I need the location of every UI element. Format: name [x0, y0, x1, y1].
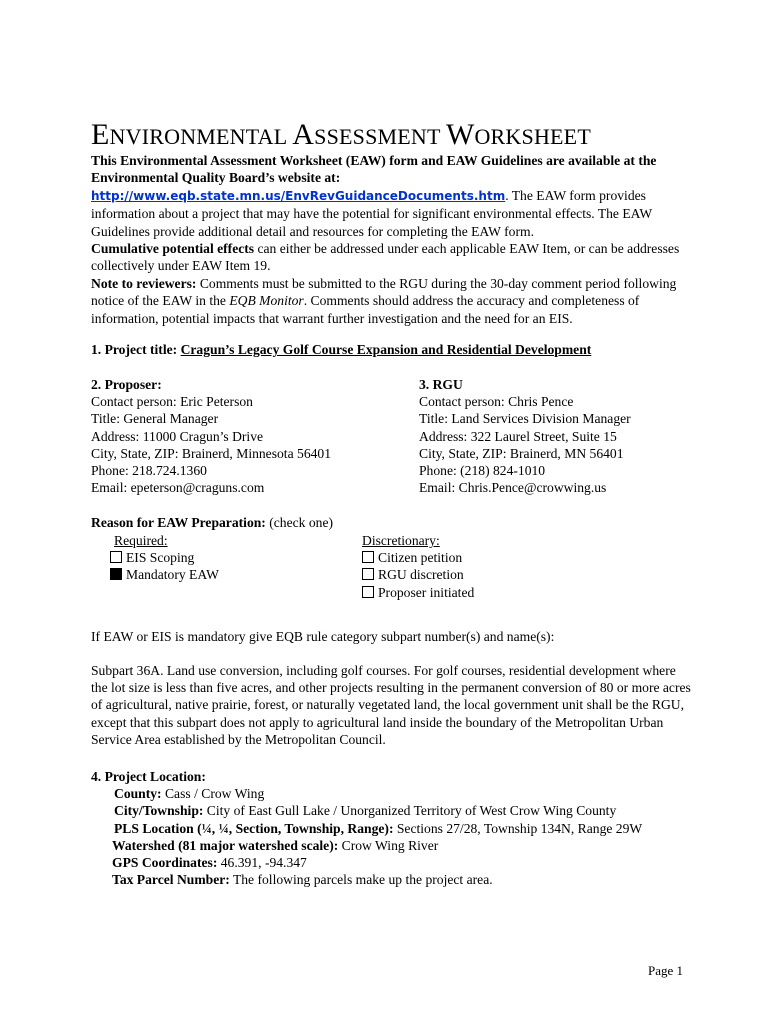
tax-parcel-value: The following parcels make up the project area.: [229, 872, 493, 888]
proposer-email: Email: epeterson@craguns.com: [91, 480, 265, 496]
watershed-row: [91, 837, 642, 854]
gps-row: [91, 854, 642, 871]
title-word-assessment: SSESSMENT: [314, 124, 446, 149]
rgu-block: [419, 376, 631, 496]
cumulative-label: Cumulative potential effects: [91, 241, 255, 257]
intro-paragraph: [91, 152, 691, 240]
proposer-block: [91, 376, 331, 496]
watershed-label: Watershed (81 major watershed scale):: [112, 837, 339, 853]
proposer-contact: Contact person: Eric Peterson: [91, 394, 253, 410]
tax-parcel-row: [91, 871, 642, 888]
city-township-label: City/Township:: [114, 803, 204, 819]
reason-heading: [91, 514, 333, 531]
pls-location-label: PLS Location (¼, ¼, Section, Township, Range):: [114, 820, 394, 836]
city-township-row: [91, 802, 642, 819]
option-mandatory-eaw[interactable]: [110, 566, 219, 583]
title-initial-w: W: [445, 118, 475, 151]
location-heading: 4. Project Location:: [91, 769, 206, 784]
proposer-address: Address: 11000 Cragun’s Drive: [91, 428, 264, 444]
title-initial-a: A: [292, 118, 315, 151]
citizen-petition-label: Citizen petition: [378, 550, 463, 566]
watershed-value: Crow Wing River: [338, 837, 439, 853]
rgu-heading: 3. RGU: [419, 377, 463, 392]
eis-scoping-checkbox[interactable]: [110, 551, 122, 563]
rgu-discretion-checkbox[interactable]: [362, 568, 374, 580]
required-label: Required:: [114, 533, 168, 548]
reviewer-note-label: Note to reviewers:: [91, 275, 197, 291]
city-township-value: City of East Gull Lake / Unorganized Territory of West Crow Wing County: [203, 803, 617, 819]
rgu-title: Title: Land Services Division Manager: [419, 411, 631, 427]
mandatory-eaw-checkbox[interactable]: [110, 568, 122, 580]
proposer-city: City, State, ZIP: Brainerd, Minnesota 56401: [91, 445, 332, 461]
rgu-phone: Phone: (218) 824-1010: [419, 462, 546, 478]
title-word-worksheet: ORKSHEET: [474, 124, 591, 149]
option-proposer-initiated[interactable]: [362, 584, 474, 601]
tax-parcel-label: Tax Parcel Number:: [112, 872, 230, 888]
pls-location-row: [91, 820, 642, 837]
citizen-petition-checkbox[interactable]: [362, 551, 374, 563]
county-label: County:: [114, 786, 162, 802]
subpart-36a-text: Subpart 36A. Land use conversion, including golf courses. For golf courses, residential development where the lot size is less than five acres, and other projects resulting in the permanent conversion of 80 or more acres of agricultural, native prairie, forest, or naturally vegetated land, the local government unit shall be the RGU, except that this subpart does not apply to agricultural land inside the boundary of the Metropolitan Urban Service Area established by the Metropolitan Council.: [91, 663, 691, 747]
title-word-environmental: NVIRONMENTAL: [109, 124, 293, 149]
intro-section: [91, 152, 691, 327]
discretionary-label: Discretionary:: [362, 533, 440, 548]
gps-value: 46.391, -94.347: [217, 854, 307, 870]
title-initial-e: E: [91, 118, 110, 151]
mandatory-category-question: If EAW or EIS is mandatory give EQB rule category subpart number(s) and name(s):: [91, 629, 555, 644]
project-title-value: Cragun’s Legacy Golf Course Expansion and Residential Development: [180, 342, 592, 357]
project-title-label: 1. Project title:: [91, 342, 181, 357]
rgu-city: City, State, ZIP: Brainerd, MN 56401: [419, 445, 624, 461]
page-number: Page 1: [648, 963, 684, 978]
county-row: [91, 785, 642, 802]
proposer-phone: Phone: 218.724.1360: [91, 462, 207, 478]
reviewer-note-text: Comments must be submitted to the RGU during the 30-day comment period following notice of the EAW in the: [91, 275, 677, 309]
option-rgu-discretion[interactable]: [362, 566, 474, 583]
cumulative-paragraph: [91, 240, 691, 275]
reason-label: Reason for EAW Preparation:: [91, 515, 266, 530]
project-title-row: [91, 341, 591, 358]
county-value: Cass / Crow Wing: [161, 786, 265, 802]
required-options: [110, 532, 219, 584]
discretionary-options: [362, 532, 474, 601]
proposer-title: Title: General Manager: [91, 411, 219, 427]
rgu-address: Address: 322 Laurel Street, Suite 15: [419, 428, 617, 444]
proposer-initiated-label: Proposer initiated: [378, 584, 475, 600]
option-citizen-petition[interactable]: [362, 549, 474, 566]
reviewer-note: [91, 275, 691, 327]
intro-description: . The EAW form provides information about a project that may have the potential for significant environmental effects. The EAW Guidelines provide additional detail and resources for completing the EAW form.: [91, 187, 652, 239]
proposer-initiated-checkbox[interactable]: [362, 586, 374, 598]
option-eis-scoping[interactable]: [110, 549, 219, 566]
cumulative-text: can either be addressed under each applicable EAW Item, or can be addresses collectively under EAW Item 19.: [91, 241, 680, 274]
project-location-block: [91, 768, 642, 888]
reviewer-note-text-2: . Comments should address the accuracy and completeness of information, potential impacts that warrant further investigation and the need for an EIS.: [91, 293, 640, 326]
pls-location-value: Sections 27/28, Township 134N, Range 29W: [393, 820, 643, 836]
rgu-email: Email: Chris.Pence@crowwing.us: [419, 480, 607, 496]
eis-scoping-label: EIS Scoping: [126, 550, 195, 566]
reason-hint: (check one): [265, 515, 334, 530]
mandatory-eaw-label: Mandatory EAW: [126, 567, 219, 583]
eqb-monitor-name: EQB Monitor: [229, 293, 304, 309]
eqb-guidance-link[interactable]: http://www.eqb.state.mn.us/EnvRevGuidanceDocuments.htm: [91, 188, 506, 203]
page-title: [91, 118, 591, 152]
gps-label: GPS Coordinates:: [112, 854, 218, 870]
intro-availability: This Environmental Assessment Worksheet (EAW) form and EAW Guidelines are available at the Environmental Quality Board’s website at:: [91, 153, 657, 186]
rgu-contact: Contact person: Chris Pence: [419, 394, 574, 410]
rgu-discretion-label: RGU discretion: [378, 567, 464, 583]
proposer-heading: 2. Proposer:: [91, 377, 162, 392]
